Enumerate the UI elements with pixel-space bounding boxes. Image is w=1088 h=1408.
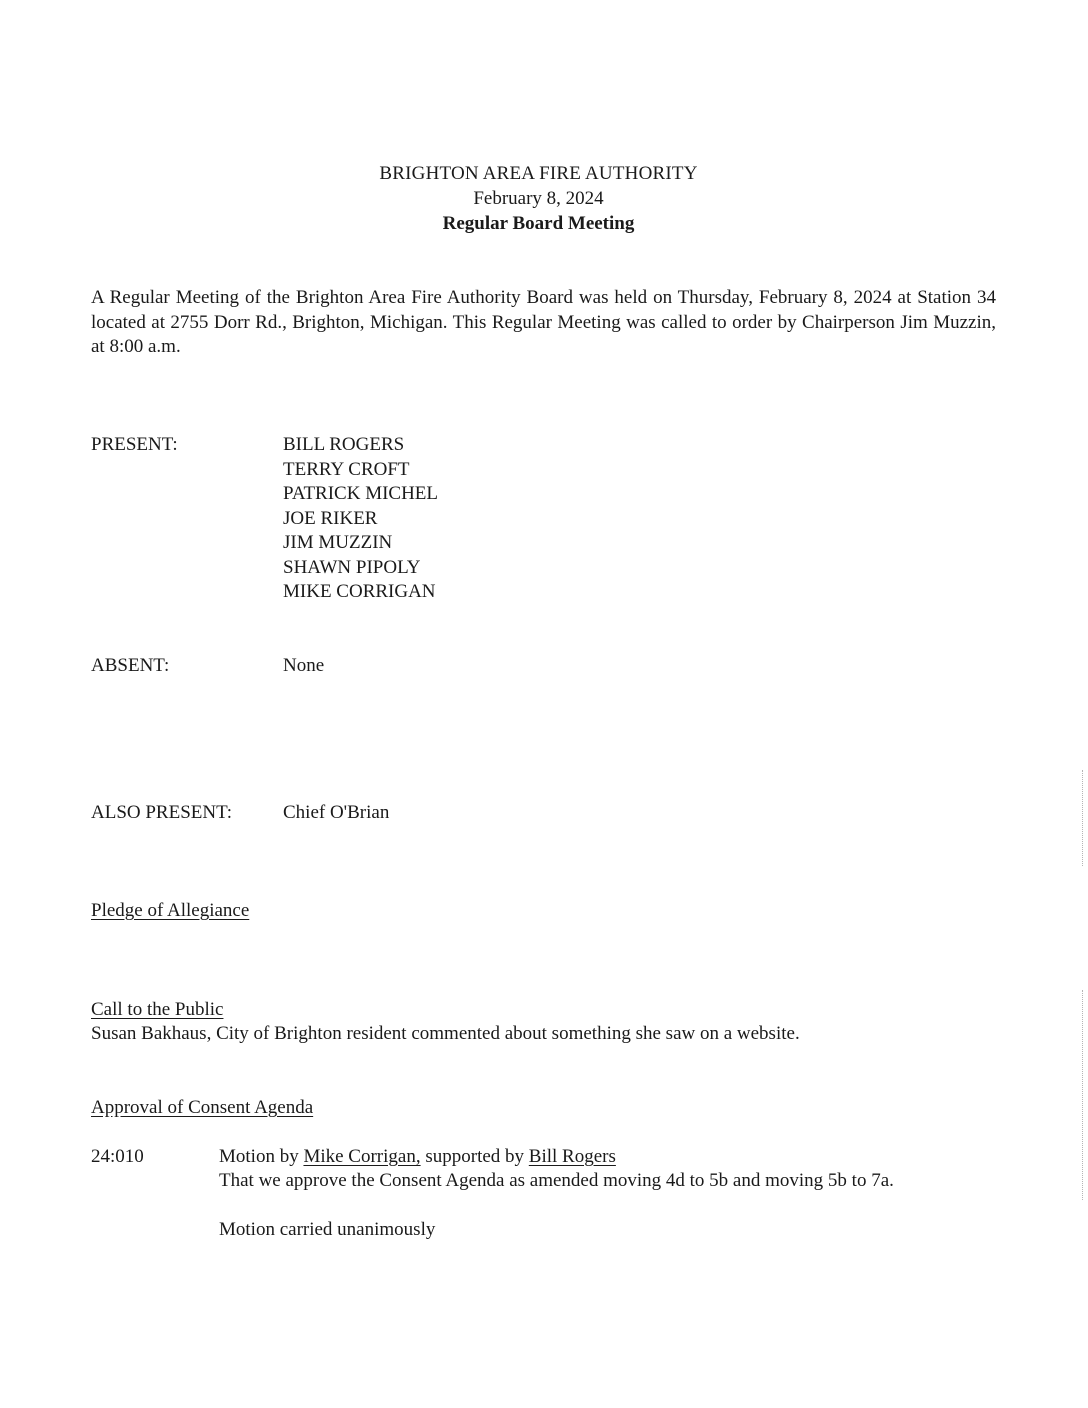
absent-label: ABSENT: [91, 655, 170, 676]
scan-edge-mark [1082, 990, 1084, 1200]
pledge-heading: Pledge of Allegiance [91, 900, 250, 921]
organization-title: BRIGHTON AREA FIRE AUTHORITY [379, 163, 698, 184]
motion-result: Motion carried unanimously [219, 1219, 436, 1240]
present-names-list [283, 433, 438, 605]
supported-by-name: Bill Rogers [528, 1146, 616, 1167]
meeting-date: February 8, 2024 [473, 188, 604, 209]
meeting-type: Regular Board Meeting [442, 213, 635, 234]
call-to-public-text: Susan Bakhaus, City of Brighton resident commented about something she saw on a website. [91, 1023, 800, 1044]
scan-edge-mark [1082, 770, 1084, 866]
present-name: SHAWN PIPOLY [283, 556, 421, 578]
present-label: PRESENT: [91, 434, 178, 455]
also-present-label: ALSO PRESENT: [91, 802, 233, 823]
motion-text: That we approve the Consent Agenda as amended moving 4d to 5b and moving 5b to 7a. [219, 1170, 894, 1191]
intro-paragraph: A Regular Meeting of the Brighton Area Fire Authority Board was held on Thursday, February 8, 2024 at Station 34 located at 2755 Dorr Rd., Brighton, Michigan. This Regular Meeting was called to order by Chairperson Jim Muzzin, at 8:00 a.m. [91, 287, 996, 357]
supported-prefix: supported by [420, 1146, 529, 1167]
motion-prefix: Motion by [219, 1146, 304, 1167]
also-present-value: Chief O'Brian [283, 802, 390, 823]
present-name: PATRICK MICHEL [283, 483, 439, 504]
present-name: JOE RIKER [283, 507, 378, 529]
absent-value: None [283, 655, 325, 676]
call-to-public-heading: Call to the Public [91, 999, 224, 1020]
present-name: BILL ROGERS [283, 434, 405, 455]
present-name: MIKE CORRIGAN [283, 581, 436, 602]
motion-by-name: Mike Corrigan, [303, 1146, 421, 1167]
present-name: TERRY CROFT [283, 458, 410, 480]
consent-agenda-heading: Approval of Consent Agenda [91, 1097, 314, 1118]
motion-line [219, 1145, 616, 1170]
document-header [0, 161, 1077, 236]
present-name: JIM MUZZIN [283, 532, 393, 553]
motion-number: 24:010 [91, 1146, 144, 1167]
